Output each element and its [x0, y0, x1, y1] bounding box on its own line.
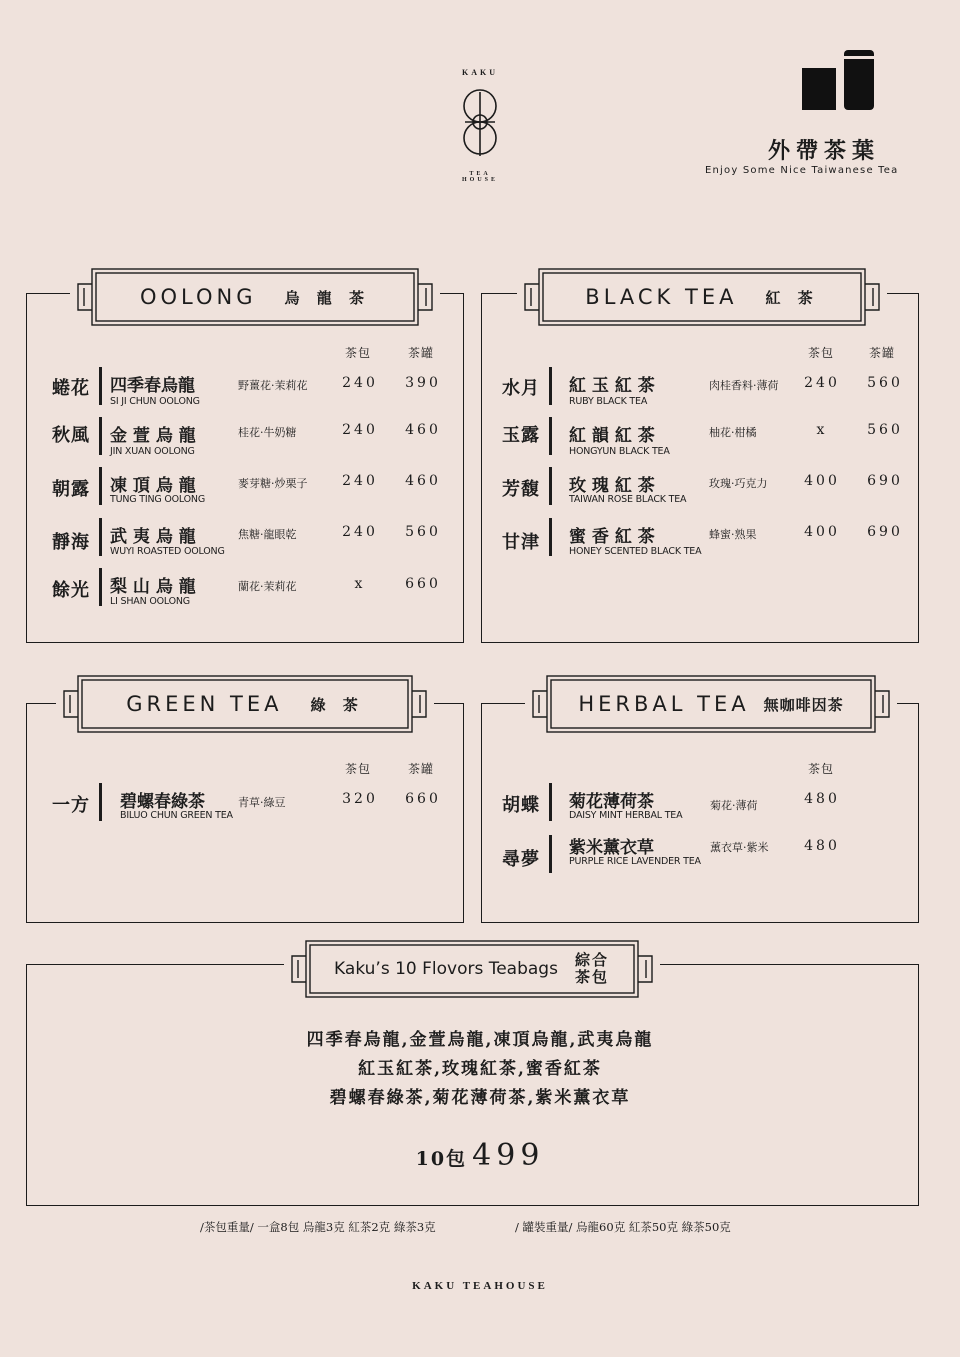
- mix-price: 499: [472, 1138, 545, 1173]
- row-en-name: DAISY MINT HERBAL TEA: [569, 810, 683, 821]
- row-en-name: TUNG TING OOLONG: [110, 494, 205, 505]
- col-head-bag: 茶包: [808, 762, 835, 776]
- col-head-bag: 茶包: [345, 346, 372, 360]
- row-name: 水月: [502, 378, 540, 399]
- green-tea-title-en: GREEN TEA: [126, 692, 283, 716]
- row-divider: [549, 518, 552, 556]
- mix-title-zh-line1: 綜合: [574, 951, 609, 969]
- row-notes: 桂花·牛奶糖: [238, 426, 297, 439]
- row-en-name: WUYI ROASTED OOLONG: [110, 546, 225, 557]
- row-notes: 焦糖·龍眼乾: [238, 528, 297, 541]
- row-en-name: HONEY SCENTED BLACK TEA: [569, 546, 702, 557]
- mix-count: 10包: [415, 1148, 468, 1170]
- row-price-bag: 480: [804, 791, 840, 807]
- row-divider: [549, 467, 552, 505]
- herbal-tea-section: [481, 703, 919, 923]
- row-zh-name: 蜜 香 紅 茶: [569, 527, 655, 547]
- row-name: 胡蝶: [502, 795, 540, 816]
- takeaway-subtitle: Enjoy Some Nice Taiwanese Tea: [705, 165, 899, 176]
- row-name: 甘津: [502, 532, 540, 553]
- row-zh-name: 武 夷 烏 龍: [110, 527, 196, 547]
- tea-cans-icon: [800, 46, 876, 112]
- row-en-name: SI JI CHUN OOLONG: [110, 396, 200, 407]
- row-divider: [99, 467, 102, 505]
- row-name: 餘光: [52, 580, 90, 601]
- row-price-bag: x: [354, 576, 366, 592]
- oolong-title-zh: 烏 龍 茶: [284, 288, 370, 307]
- row-divider: [99, 367, 102, 405]
- row-notes: 蘭花·茉莉花: [238, 580, 297, 593]
- row-zh-name: 菊花薄荷茶: [569, 792, 654, 812]
- mix-flavors-line-3: 碧螺春綠茶,菊花薄荷茶,紫米薰衣草: [329, 1088, 631, 1108]
- col-head-can: 茶罐: [408, 346, 435, 360]
- mix-teabags-plaque: [284, 938, 660, 1000]
- row-price-bag: 400: [804, 524, 840, 540]
- row-en-name: RUBY BLACK TEA: [569, 396, 648, 407]
- col-head-can: 茶罐: [408, 762, 435, 776]
- col-head-bag: 茶包: [345, 762, 372, 776]
- can-weight-note: / 罐裝重量/ 烏龍60克 紅茶50克 綠茶50克: [515, 1220, 731, 1234]
- row-zh-name: 凍 頂 烏 龍: [110, 476, 196, 496]
- oolong-plaque: [70, 266, 440, 328]
- row-price-bag: x: [816, 422, 828, 438]
- row-zh-name: 四季春烏龍: [110, 376, 195, 396]
- row-divider: [99, 417, 102, 455]
- row-name: 尋夢: [502, 849, 540, 870]
- row-notes: 青草·綠豆: [238, 796, 286, 809]
- row-en-name: TAIWAN ROSE BLACK TEA: [569, 494, 687, 505]
- mix-title-en: Kaku’s 10 Flovors Teabags: [334, 959, 558, 979]
- row-divider: [99, 783, 102, 821]
- row-price-bag: 240: [342, 422, 378, 438]
- bag-weight-note: /茶包重量/ 一盒8包 烏龍3克 紅茶2克 綠茶3克: [200, 1220, 436, 1234]
- row-price-bag: 240: [342, 524, 378, 540]
- row-notes: 麥芽糖·炒栗子: [238, 477, 308, 490]
- row-zh-name: 玫 瑰 紅 茶: [569, 476, 655, 496]
- row-notes: 菊花·薄荷: [710, 799, 758, 812]
- mix-price-block: [0, 1138, 960, 1173]
- row-name: 玉露: [502, 425, 540, 446]
- row-notes: 蜂蜜·熟果: [709, 528, 757, 541]
- row-notes: 柚花·柑橘: [709, 426, 757, 439]
- row-price-can: 690: [867, 524, 903, 540]
- row-price-can: 660: [405, 791, 441, 807]
- row-price-bag: 400: [804, 473, 840, 489]
- row-en-name: HONGYUN BLACK TEA: [569, 446, 670, 457]
- row-price-can: 690: [867, 473, 903, 489]
- footer-brand: KAKU TEAHOUSE: [412, 1280, 548, 1292]
- row-zh-name: 紅 韻 紅 茶: [569, 426, 655, 446]
- mix-title-zh-line2: 茶包: [574, 968, 609, 986]
- row-zh-name: 紅 玉 紅 茶: [569, 376, 655, 396]
- brand-bottom-text: TEA HOUSE: [461, 171, 498, 183]
- mix-title-zh: [574, 952, 610, 986]
- green-tea-title-zh: 綠 茶: [310, 695, 364, 714]
- row-price-bag: 240: [342, 473, 378, 489]
- row-price-bag: 480: [804, 838, 840, 854]
- row-name: 一方: [52, 795, 90, 816]
- mix-flavors-line-1: 四季春烏龍,金萱烏龍,凍頂烏龍,武夷烏龍: [306, 1030, 654, 1050]
- black-tea-plaque: [517, 266, 887, 328]
- row-divider: [99, 518, 102, 556]
- brand-top-text: KAKU: [462, 68, 498, 77]
- row-price-can: 460: [405, 473, 441, 489]
- herbal-tea-plaque: [525, 673, 897, 735]
- black-tea-section: [481, 293, 919, 643]
- row-notes: 野薑花·茉莉花: [238, 379, 308, 392]
- green-tea-plaque: [56, 673, 434, 735]
- row-price-can: 560: [867, 422, 903, 438]
- black-tea-title-zh: 紅 茶: [765, 288, 819, 307]
- row-name: 秋風: [52, 425, 90, 446]
- mix-flavors-line-2: 紅玉紅茶,玫瑰紅茶,蜜香紅茶: [358, 1059, 602, 1079]
- row-zh-name: 金 萱 烏 龍: [110, 426, 196, 446]
- row-name: 芳馥: [502, 479, 540, 500]
- row-price-can: 390: [405, 375, 441, 391]
- row-notes: 薰衣草·紫米: [710, 841, 769, 854]
- row-en-name: BILUO CHUN GREEN TEA: [120, 810, 233, 821]
- row-price-can: 560: [867, 375, 903, 391]
- kaku-logo-icon: [456, 88, 504, 160]
- row-en-name: PURPLE RICE LAVENDER TEA: [569, 856, 701, 867]
- row-notes: 玫瑰·巧克力: [709, 477, 768, 490]
- row-en-name: LI SHAN OOLONG: [110, 596, 190, 607]
- row-en-name: JIN XUAN OOLONG: [110, 446, 195, 457]
- herbal-tea-title-en: HERBAL TEA: [578, 692, 750, 716]
- col-head-can: 茶罐: [869, 346, 896, 360]
- row-price-can: 460: [405, 422, 441, 438]
- row-name: 靜海: [52, 532, 90, 553]
- green-tea-section: [26, 703, 464, 923]
- oolong-title-en: OOLONG: [140, 285, 257, 309]
- row-divider: [549, 835, 552, 873]
- row-divider: [99, 568, 102, 606]
- row-zh-name: 梨 山 烏 龍: [110, 577, 196, 597]
- row-notes: 肉桂香料·薄荷: [709, 379, 779, 392]
- row-zh-name: 紫米薰衣草: [569, 838, 654, 858]
- takeaway-title: 外帶茶葉: [768, 138, 881, 164]
- row-name: 朝露: [52, 479, 90, 500]
- row-name: 蜷花: [52, 378, 90, 399]
- row-price-bag: 320: [342, 791, 378, 807]
- row-price-bag: 240: [342, 375, 378, 391]
- black-tea-title-en: BLACK TEA: [585, 285, 738, 309]
- row-price-can: 660: [405, 576, 441, 592]
- row-divider: [549, 783, 552, 821]
- row-zh-name: 碧螺春綠茶: [120, 792, 205, 812]
- col-head-bag: 茶包: [808, 346, 835, 360]
- row-divider: [549, 417, 552, 455]
- row-divider: [549, 367, 552, 405]
- row-price-can: 560: [405, 524, 441, 540]
- row-price-bag: 240: [804, 375, 840, 391]
- herbal-tea-title-zh: 無咖啡因茶: [763, 695, 844, 714]
